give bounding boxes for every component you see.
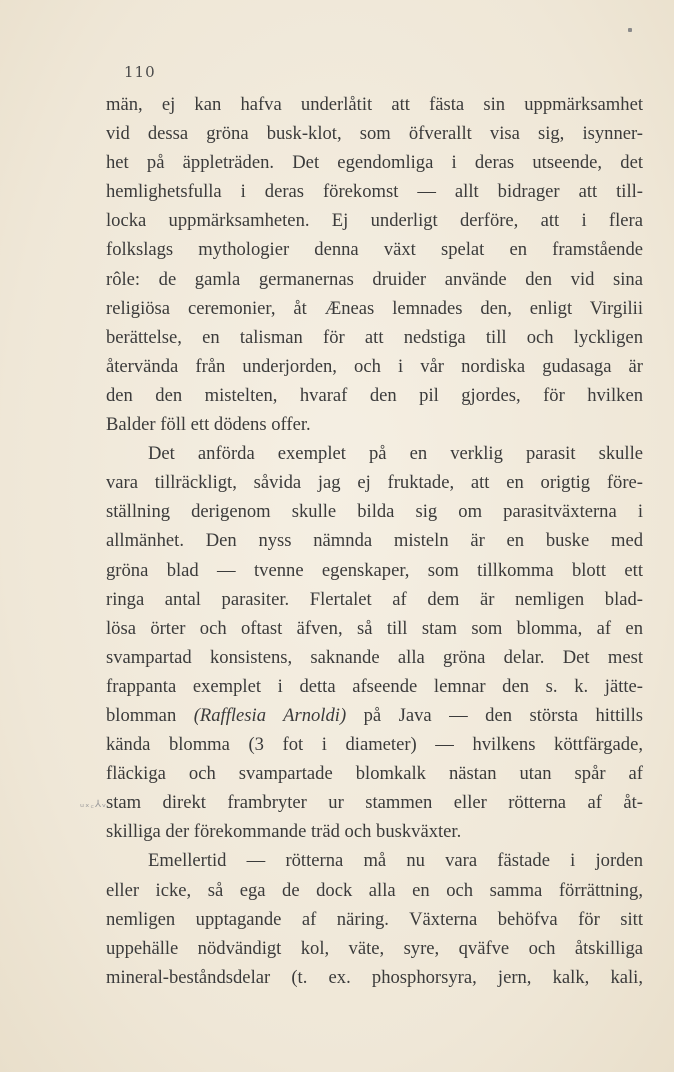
text-line: folkslags mythologier denna växt spelat en framstående	[106, 239, 643, 261]
text-line: berättelse, en talisman för att nedstiga till och lyckligen	[106, 326, 643, 348]
text-line: stam direkt frambryter ur stammen eller rötterna af åt-	[106, 792, 643, 814]
text-line: Det anförda exemplet på en verklig parasit skulle	[148, 443, 643, 465]
text-line: vid dessa gröna busk-klot, som öfverallt visa sig, isynner-	[106, 123, 643, 145]
text-line: ställning derigenom skulle bilda sig om parasitväxterna i	[106, 501, 643, 523]
text-line: locka uppmärksamheten. Ej underligt derföre, att i flera	[106, 210, 643, 232]
text-line: kända blomma (3 fot i diameter) — hvilkens köttfärgade,	[106, 734, 643, 756]
text-segment: på Java — den största hittills	[346, 704, 643, 726]
text-line: mineral-beståndsdelar (t. ex. phosphorsyra, jern, kalk, kali,	[106, 966, 643, 988]
text-line: hemlighetsfulla i deras förekomst — allt bidrager att till-	[106, 181, 643, 203]
text-line: män, ej kan hafva underlåtit att fästa sin uppmärksamhet	[106, 94, 643, 115]
text-line: het på äppleträden. Det egendomliga i deras utseende, det	[106, 152, 643, 174]
text-line: återvända från underjorden, och i vår nordiska gudasaga är	[106, 355, 643, 377]
text-line: nemligen upptagande af näring. Växterna behöfva för sitt	[106, 908, 643, 930]
text-line: skilliga der förekommande träd och buskväxter.	[106, 821, 462, 843]
text-line: den den mistelten, hvaraf den pil gjordes, för hvilken	[106, 384, 643, 406]
text-line: fläckiga och svampartade blomkalk nästan utan spår af	[106, 763, 643, 785]
text-line: religiösa ceremonier, åt Æneas lemnades den, enligt Virgilii	[106, 297, 643, 319]
body-text	[106, 90, 643, 992]
text-line: Emellertid — rötterna må nu vara fästade i jorden	[148, 850, 643, 872]
ink-speck	[628, 28, 632, 32]
text-line: gröna blad — tvenne egenskaper, som tillkomma blott ett	[106, 559, 643, 581]
text-line: eller icke, så ega de dock alla en och samma förrättning,	[106, 879, 643, 901]
text-line: frappanta exemplet i detta afseende lemnar den s. k. jätte-	[106, 675, 643, 697]
text-line	[106, 701, 643, 730]
text-line: svampartad konsistens, saknande alla gröna delar. Det mest	[106, 646, 643, 668]
text-line: uppehälle nödvändigt kol, väte, syre, qväfve och åtskilliga	[106, 937, 643, 959]
text-line: allmänhet. Den nyss nämnda misteln är en buske med	[106, 530, 643, 552]
text-line: Balder föll ett dödens offer.	[106, 414, 311, 436]
margin-annotation: ᵤₓ꜀⅄ᵥ	[80, 799, 108, 810]
italic-species-name: (Rafflesia Arnoldi)	[193, 704, 347, 726]
text-line: vara tillräckligt, såvida jag ej fruktade, att en origtig före-	[106, 472, 643, 494]
text-segment: blomman	[106, 704, 194, 726]
text-line: lösa örter och oftast äfven, så till stam som blomma, af en	[106, 617, 643, 639]
page-number: 110	[124, 63, 156, 81]
text-line: rôle: de gamla germanernas druider använde den vid sina	[106, 268, 643, 290]
text-line: ringa antal parasiter. Flertalet af dem är nemligen blad-	[106, 588, 643, 610]
